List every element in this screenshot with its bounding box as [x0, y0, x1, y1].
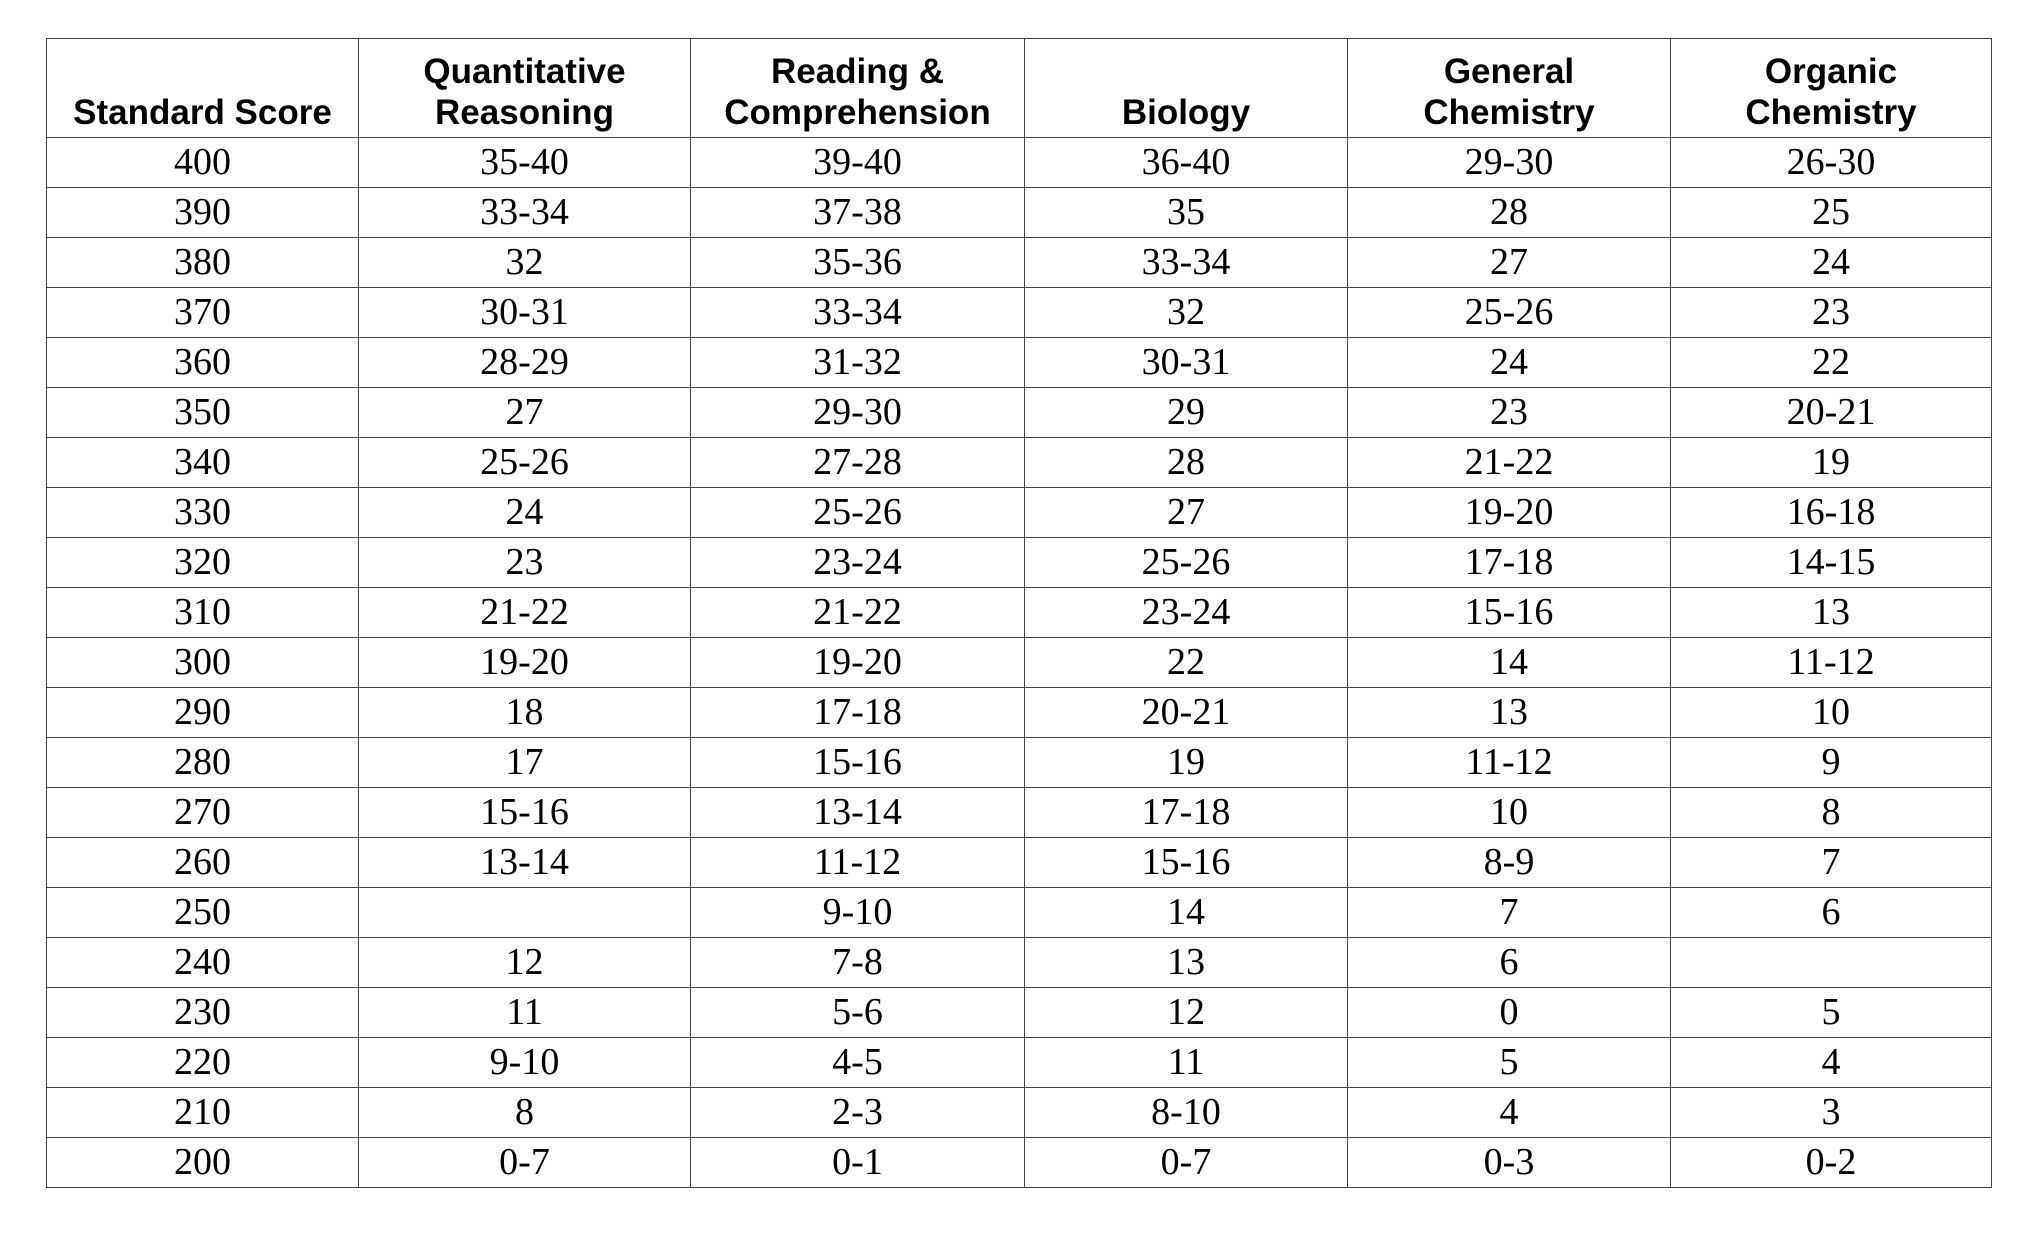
table-row	[47, 488, 1992, 538]
biology-cell: 36-40	[1025, 138, 1348, 188]
organic-chemistry-cell: 26-30	[1671, 138, 1992, 188]
table-row	[47, 388, 1992, 438]
header-general-chemistry	[1348, 39, 1671, 138]
organic-chemistry-cell: 16-18	[1671, 488, 1992, 538]
general-chemistry-cell: 13	[1348, 688, 1671, 738]
header-reading-comprehension	[691, 39, 1025, 138]
reading-comprehension-cell: 25-26	[691, 488, 1025, 538]
standard-score-cell: 270	[47, 788, 359, 838]
general-chemistry-cell: 11-12	[1348, 738, 1671, 788]
standard-score-cell: 280	[47, 738, 359, 788]
quantitative-reasoning-cell: 18	[359, 688, 691, 738]
header-organic-chemistry	[1671, 39, 1992, 138]
organic-chemistry-cell	[1671, 938, 1992, 988]
reading-comprehension-cell: 9-10	[691, 888, 1025, 938]
header-standard-score	[47, 39, 359, 138]
reading-comprehension-cell: 17-18	[691, 688, 1025, 738]
table-row	[47, 288, 1992, 338]
standard-score-cell: 390	[47, 188, 359, 238]
quantitative-reasoning-cell: 19-20	[359, 638, 691, 688]
general-chemistry-cell: 15-16	[1348, 588, 1671, 638]
biology-cell: 32	[1025, 288, 1348, 338]
general-chemistry-cell: 6	[1348, 938, 1671, 988]
reading-comprehension-cell: 13-14	[691, 788, 1025, 838]
biology-cell: 19	[1025, 738, 1348, 788]
reading-comprehension-cell: 7-8	[691, 938, 1025, 988]
organic-chemistry-cell: 9	[1671, 738, 1992, 788]
reading-comprehension-cell: 0-1	[691, 1138, 1025, 1188]
organic-chemistry-cell: 14-15	[1671, 538, 1992, 588]
quantitative-reasoning-cell: 28-29	[359, 338, 691, 388]
table-row	[47, 588, 1992, 638]
table-row	[47, 738, 1992, 788]
quantitative-reasoning-cell: 30-31	[359, 288, 691, 338]
quantitative-reasoning-cell: 8	[359, 1088, 691, 1138]
biology-cell: 33-34	[1025, 238, 1348, 288]
column-header-line: Quantitative	[423, 52, 626, 91]
standard-score-cell: 210	[47, 1088, 359, 1138]
organic-chemistry-cell: 7	[1671, 838, 1992, 888]
column-header-line: Comprehension	[724, 93, 991, 132]
standard-score-cell: 350	[47, 388, 359, 438]
table-row	[47, 538, 1992, 588]
column-header-line: Chemistry	[1423, 93, 1595, 132]
general-chemistry-cell: 0	[1348, 988, 1671, 1038]
reading-comprehension-cell: 4-5	[691, 1038, 1025, 1088]
reading-comprehension-cell: 2-3	[691, 1088, 1025, 1138]
organic-chemistry-cell: 20-21	[1671, 388, 1992, 438]
biology-cell: 20-21	[1025, 688, 1348, 738]
table-row	[47, 1038, 1992, 1088]
standard-score-cell: 380	[47, 238, 359, 288]
general-chemistry-cell: 27	[1348, 238, 1671, 288]
standard-score-cell: 370	[47, 288, 359, 338]
header-biology	[1025, 39, 1348, 138]
quantitative-reasoning-cell: 13-14	[359, 838, 691, 888]
standard-score-cell: 220	[47, 1038, 359, 1088]
table-row	[47, 888, 1992, 938]
table-row	[47, 138, 1992, 188]
quantitative-reasoning-cell: 17	[359, 738, 691, 788]
biology-cell: 22	[1025, 638, 1348, 688]
standard-score-cell: 250	[47, 888, 359, 938]
reading-comprehension-cell: 39-40	[691, 138, 1025, 188]
organic-chemistry-cell: 23	[1671, 288, 1992, 338]
column-header-line: Reasoning	[435, 93, 614, 132]
standard-score-cell: 300	[47, 638, 359, 688]
standard-score-cell: 320	[47, 538, 359, 588]
biology-cell: 12	[1025, 988, 1348, 1038]
general-chemistry-cell: 23	[1348, 388, 1671, 438]
standard-score-cell: 230	[47, 988, 359, 1038]
standard-score-cell: 360	[47, 338, 359, 388]
biology-cell: 11	[1025, 1038, 1348, 1088]
standard-score-cell: 340	[47, 438, 359, 488]
reading-comprehension-cell: 5-6	[691, 988, 1025, 1038]
organic-chemistry-cell: 5	[1671, 988, 1992, 1038]
reading-comprehension-cell: 11-12	[691, 838, 1025, 888]
organic-chemistry-cell: 3	[1671, 1088, 1992, 1138]
quantitative-reasoning-cell: 27	[359, 388, 691, 438]
standard-score-cell: 240	[47, 938, 359, 988]
column-header-line: Organic	[1764, 52, 1898, 91]
organic-chemistry-cell: 4	[1671, 1038, 1992, 1088]
column-header-line: Standard Score	[73, 93, 332, 132]
organic-chemistry-cell: 24	[1671, 238, 1992, 288]
quantitative-reasoning-cell: 23	[359, 538, 691, 588]
reading-comprehension-cell: 15-16	[691, 738, 1025, 788]
general-chemistry-cell: 0-3	[1348, 1138, 1671, 1188]
organic-chemistry-cell: 8	[1671, 788, 1992, 838]
general-chemistry-cell: 28	[1348, 188, 1671, 238]
reading-comprehension-cell: 37-38	[691, 188, 1025, 238]
standard-score-cell: 200	[47, 1138, 359, 1188]
quantitative-reasoning-cell: 32	[359, 238, 691, 288]
quantitative-reasoning-cell: 24	[359, 488, 691, 538]
biology-cell: 23-24	[1025, 588, 1348, 638]
biology-cell: 35	[1025, 188, 1348, 238]
quantitative-reasoning-cell: 12	[359, 938, 691, 988]
table-row	[47, 988, 1992, 1038]
table-row	[47, 788, 1992, 838]
table-row	[47, 838, 1992, 888]
organic-chemistry-cell: 22	[1671, 338, 1992, 388]
general-chemistry-cell: 17-18	[1348, 538, 1671, 588]
quantitative-reasoning-cell: 35-40	[359, 138, 691, 188]
score-conversion-table	[46, 38, 1992, 1188]
reading-comprehension-cell: 21-22	[691, 588, 1025, 638]
column-header-line: Reading &	[770, 52, 945, 91]
general-chemistry-cell: 21-22	[1348, 438, 1671, 488]
organic-chemistry-cell: 0-2	[1671, 1138, 1992, 1188]
biology-cell: 28	[1025, 438, 1348, 488]
header-quantitative-reasoning	[359, 39, 691, 138]
table-row	[47, 238, 1992, 288]
general-chemistry-cell: 24	[1348, 338, 1671, 388]
table-row	[47, 688, 1992, 738]
quantitative-reasoning-cell: 25-26	[359, 438, 691, 488]
reading-comprehension-cell: 33-34	[691, 288, 1025, 338]
column-header-line: Chemistry	[1745, 93, 1917, 132]
column-header-line: General	[1443, 52, 1575, 91]
biology-cell: 8-10	[1025, 1088, 1348, 1138]
biology-cell: 17-18	[1025, 788, 1348, 838]
table-body	[47, 138, 1992, 1188]
table-row	[47, 638, 1992, 688]
standard-score-cell: 260	[47, 838, 359, 888]
standard-score-cell: 400	[47, 138, 359, 188]
standard-score-cell: 290	[47, 688, 359, 738]
quantitative-reasoning-cell: 33-34	[359, 188, 691, 238]
biology-cell: 30-31	[1025, 338, 1348, 388]
organic-chemistry-cell: 6	[1671, 888, 1992, 938]
reading-comprehension-cell: 19-20	[691, 638, 1025, 688]
header-row	[47, 39, 1992, 138]
table-row	[47, 338, 1992, 388]
biology-cell: 27	[1025, 488, 1348, 538]
quantitative-reasoning-cell: 0-7	[359, 1138, 691, 1188]
quantitative-reasoning-cell: 11	[359, 988, 691, 1038]
quantitative-reasoning-cell: 21-22	[359, 588, 691, 638]
organic-chemistry-cell: 10	[1671, 688, 1992, 738]
standard-score-cell: 330	[47, 488, 359, 538]
organic-chemistry-cell: 25	[1671, 188, 1992, 238]
organic-chemistry-cell: 11-12	[1671, 638, 1992, 688]
organic-chemistry-cell: 13	[1671, 588, 1992, 638]
biology-cell: 0-7	[1025, 1138, 1348, 1188]
reading-comprehension-cell: 29-30	[691, 388, 1025, 438]
table-row	[47, 188, 1992, 238]
table-row	[47, 938, 1992, 988]
biology-cell: 13	[1025, 938, 1348, 988]
general-chemistry-cell: 25-26	[1348, 288, 1671, 338]
table-row	[47, 1088, 1992, 1138]
quantitative-reasoning-cell	[359, 888, 691, 938]
table-row	[47, 438, 1992, 488]
biology-cell: 25-26	[1025, 538, 1348, 588]
reading-comprehension-cell: 23-24	[691, 538, 1025, 588]
column-header-line: Biology	[1121, 93, 1251, 132]
quantitative-reasoning-cell: 15-16	[359, 788, 691, 838]
general-chemistry-cell: 19-20	[1348, 488, 1671, 538]
general-chemistry-cell: 4	[1348, 1088, 1671, 1138]
table-row	[47, 1138, 1992, 1188]
general-chemistry-cell: 29-30	[1348, 138, 1671, 188]
general-chemistry-cell: 10	[1348, 788, 1671, 838]
general-chemistry-cell: 7	[1348, 888, 1671, 938]
reading-comprehension-cell: 35-36	[691, 238, 1025, 288]
general-chemistry-cell: 14	[1348, 638, 1671, 688]
general-chemistry-cell: 5	[1348, 1038, 1671, 1088]
biology-cell: 14	[1025, 888, 1348, 938]
biology-cell: 15-16	[1025, 838, 1348, 888]
reading-comprehension-cell: 27-28	[691, 438, 1025, 488]
general-chemistry-cell: 8-9	[1348, 838, 1671, 888]
quantitative-reasoning-cell: 9-10	[359, 1038, 691, 1088]
biology-cell: 29	[1025, 388, 1348, 438]
reading-comprehension-cell: 31-32	[691, 338, 1025, 388]
table-header	[47, 39, 1992, 138]
standard-score-cell: 310	[47, 588, 359, 638]
organic-chemistry-cell: 19	[1671, 438, 1992, 488]
